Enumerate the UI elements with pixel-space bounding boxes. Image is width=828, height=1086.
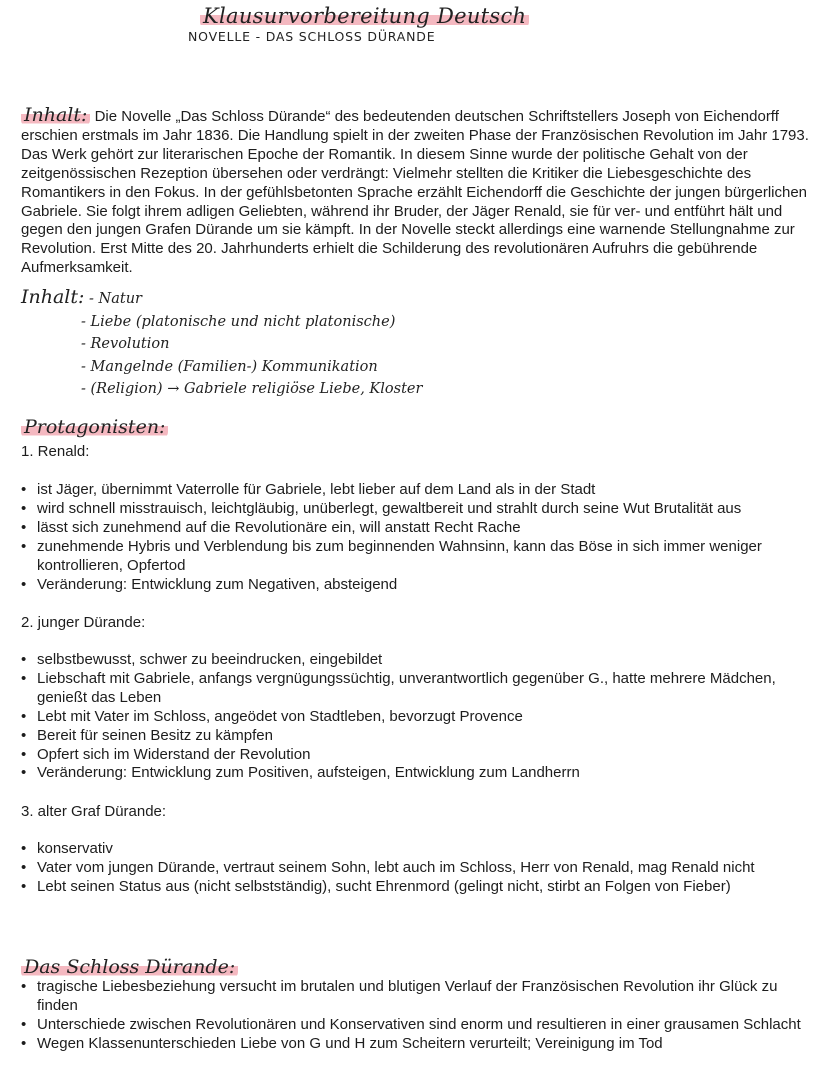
young-durande-list [21, 651, 811, 783]
list-item: • Lebt mit Vater im Schloss, angeödet von Stadtleben, bevorzugt Provence [21, 708, 811, 727]
themes-label: Inhalt: [21, 286, 85, 308]
theme-item: - Revolution [81, 336, 170, 352]
young-durande-title: 2. junger Dürande: [21, 614, 146, 631]
list-item: • Lebt seinen Status aus (nicht selbstständig), sucht Ehrenmord (gelingt nicht, stirbt an Folgen von Fieber) [21, 878, 811, 897]
page-title: Klausurvorbereitung Deutsch [200, 4, 529, 28]
intro-text: Die Novelle „Das Schloss Dürande“ des bedeutenden deutschen Schriftstellers Joseph von Eichendorff erschien erstmals im Jahr 1836. Die Handlung spielt in der zweiten Phase der Französischen Revolution im Jahr 1793. Das Werk gehört zur literarischen Epoche der Romantik. In diesem Sinne wurde der politische Gehalt von der zeitgenössischen Rezeption übersehen oder verdrängt: Vielmehr stellten die Kritiker die Liebesgeschichte des Romantikers in den Fokus. In der gefühlsbetonten Sprache erzählt Eichendorff die Geschichte der jungen bürgerlichen Gabriele. Sie folgt ihrem adligen Geliebten, während ihr Bruder, der Jäger Renald, sie für ver- und entführt hält und gegen den jungen Grafen Dürande um sie kämpft. In der Novelle steckt allerdings eine warnende Stellungnahme zur Revolution. Erst Mitte des 20. Jahrhunderts erhielt die Schilderung des revolutionären Aufruhrs die gebührende Aufmerksamkeit. [21, 108, 809, 277]
protagonists-heading: Protagonisten: [21, 416, 168, 438]
castle-list [21, 978, 811, 1054]
list-item: • ist Jäger, übernimmt Vaterrolle für Gabriele, lebt lieber auf dem Land als in der Stadt [21, 481, 811, 500]
old-durande-title: 3. alter Graf Dürande: [21, 803, 167, 820]
list-item: • Veränderung: Entwicklung zum Negativen, absteigend [21, 576, 811, 595]
castle-heading: Das Schloss Dürande: [21, 956, 238, 978]
themes-notes [21, 286, 422, 401]
theme-item: - Mangelnde (Familien-) Kommunikation [81, 358, 378, 375]
list-item: • tragische Liebesbeziehung versucht im brutalen und blutigen Verlauf der Französischen Revolution ihr Glück zu finden [21, 978, 811, 1016]
list-item: • wird schnell misstrauisch, leichtgläubig, unüberlegt, gewaltbereit und strahlt durch seine Wut Brutalität aus [21, 500, 811, 519]
old-durande-list [21, 840, 811, 897]
theme-item: - Natur [89, 291, 142, 307]
list-item: • konservativ [21, 840, 811, 859]
intro-label: Inhalt: [21, 104, 90, 126]
list-item: • Wegen Klassenunterschieden Liebe von G und H zum Scheitern verurteilt; Vereinigung im Tod [21, 1035, 811, 1054]
list-item: • Veränderung: Entwicklung zum Positiven, aufsteigen, Entwicklung zum Landherrn [21, 764, 811, 783]
renald-title: 1. Renald: [21, 443, 90, 460]
list-item: • Bereit für seinen Besitz zu kämpfen [21, 727, 811, 746]
theme-item: - Liebe (platonische und nicht platonische) [81, 313, 396, 330]
theme-item: - (Religion) → Gabriele religiöse Liebe, Kloster [81, 381, 423, 397]
list-item: • Vater vom jungen Dürande, vertraut seinem Sohn, lebt auch im Schloss, Herr von Renald, mag Renald nicht [21, 859, 811, 878]
list-item: • Unterschiede zwischen Revolutionären und Konservativen sind enorm und resultieren in einer grausamen Schlacht [21, 1016, 811, 1035]
intro-paragraph [21, 106, 811, 278]
list-item: • lässt sich zunehmend auf die Revolutionäre ein, will anstatt Recht Rache [21, 519, 811, 538]
list-item: • Opfert sich im Widerstand der Revolution [21, 746, 811, 765]
page-subtitle: NOVELLE - DAS SCHLOSS DÜRANDE [188, 29, 436, 44]
renald-list [21, 481, 811, 594]
list-item: • selbstbewusst, schwer zu beeindrucken, eingebildet [21, 651, 811, 670]
list-item: • Liebschaft mit Gabriele, anfangs vergnügungssüchtig, unverantwortlich gegenüber G., hatte mehrere Mädchen, genießt das Leben [21, 670, 811, 708]
list-item: • zunehmende Hybris und Verblendung bis zum beginnenden Wahnsinn, kann das Böse in sich immer weniger kontrollieren, Opfertod [21, 538, 811, 576]
